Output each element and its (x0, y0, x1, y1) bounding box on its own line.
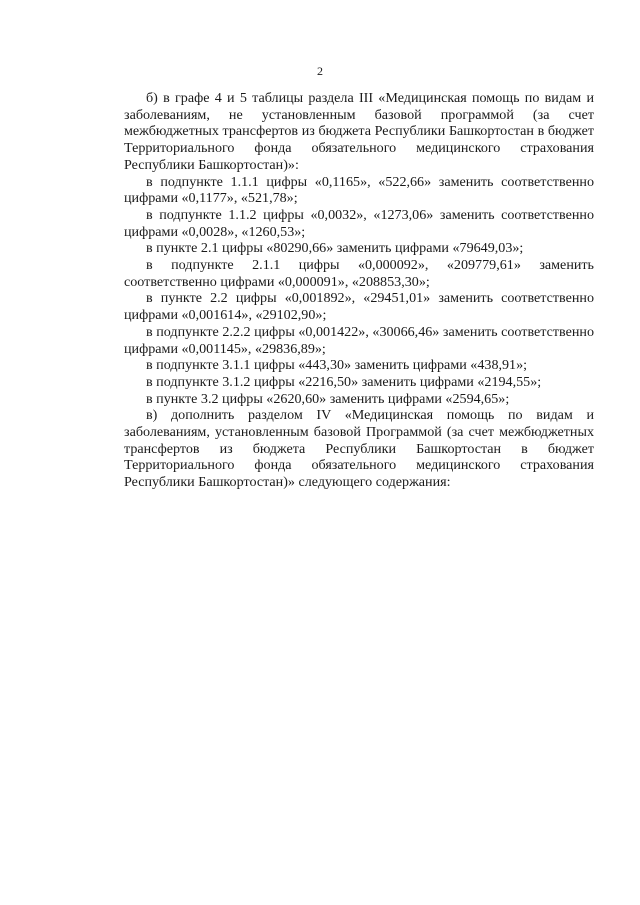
paragraph-subitem-2-1-1: в подпункте 2.1.1 цифры «0,000092», «209779,61» заменить соответственно цифрами «0,000091», «208853,30»; (124, 257, 594, 290)
page-number: 2 (317, 64, 323, 78)
paragraph-subitem-3-1-1: в подпункте 3.1.1 цифры «443,30» заменить цифрами «438,91»; (146, 357, 528, 374)
paragraph-item-b: б) в графе 4 и 5 таблицы раздела III «Медицинская помощь по видам и заболеваниям, не установленным базовой программой (за счет межбюджетных трансфертов из бюджета Республики Башкортостан в бюджет Территориального фонда обязательного медицинского страхования Республики Башкортостан)»: (124, 90, 594, 173)
paragraph-subitem-3-1-2: в подпункте 3.1.2 цифры «2216,50» заменить цифрами «2194,55»; (146, 373, 542, 390)
paragraph-item-3-2: в пункте 3.2 цифры «2620,60» заменить цифрами «2594,65»; (146, 390, 510, 407)
paragraph-subitem-2-2-2: в подпункте 2.2.2 цифры «0,001422», «30066,46» заменить соответственно цифрами «0,001145», «29836,89»; (124, 323, 594, 357)
paragraph-item-v: в) дополнить разделом IV «Медицинская помощь по видам и заболеваниям, установленным базовой Программой (за счет межбюджетных трансфертов из бюджета Республики Башкортостан в бюджет Территориального фонда обязательного медицинского страхования Республики Башкортостан)» следующего содержания: (124, 407, 594, 491)
paragraph-subitem-1-1-2: в подпункте 1.1.2 цифры «0,0032», «1273,06» заменить соответственно цифрами «0,0028», «1260,53»; (124, 206, 594, 240)
paragraph-item-2-2: в пункте 2.2 цифры «0,001892», «29451,01» заменить соответственно цифрами «0,001614», «29102,90»; (124, 290, 594, 324)
document-body (124, 90, 594, 491)
paragraph-subitem-1-1-1: в подпункте 1.1.1 цифры «0,1165», «522,66» заменить соответственно цифрами «0,1177», «521,78»; (124, 173, 594, 207)
paragraph-item-2-1: в пункте 2.1 цифры «80290,66» заменить цифрами «79649,03»; (146, 240, 524, 257)
